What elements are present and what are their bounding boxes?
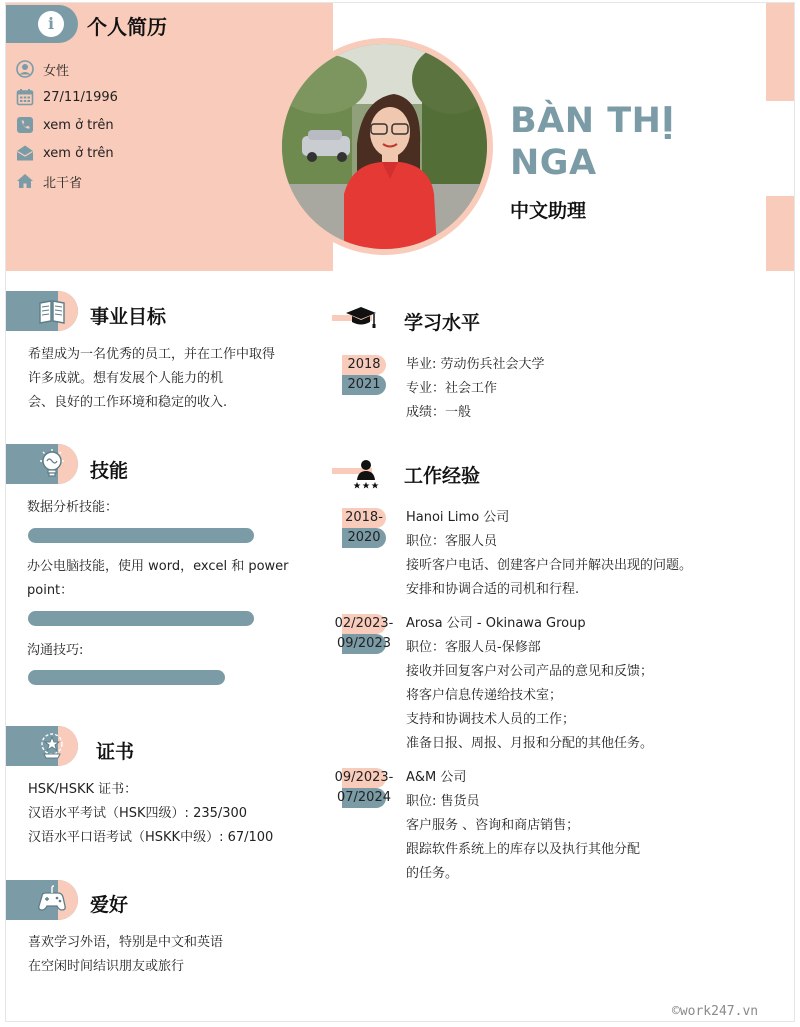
- calendar-icon: [16, 88, 34, 106]
- info-icon: i: [38, 11, 64, 37]
- education-details: 毕业: 劳动伤兵社会大学 专业：社会工作 成绩：一般: [406, 357, 545, 420]
- job-2-details: Arosa 公司 - Okinawa Group 职位：客服人员-保修部 接收并回复客户对公司产品的意见和反馈； 将客户信息传递给技术室； 支持和协调技术人员的工作； 准备日报、周报、月报和分配的其他任务。: [406, 616, 654, 751]
- skill-1-bar: [28, 528, 254, 543]
- job-1-date: 2018- 2020: [336, 508, 396, 548]
- candidate-name: [510, 100, 690, 184]
- certificates-pill: [6, 726, 78, 766]
- watermark: ©work247.vn: [672, 1004, 759, 1019]
- skill-3-bar: [28, 670, 225, 685]
- phone-row: [16, 113, 114, 137]
- skill-2-label: 办公电脑技能，使用 word，excel 和 power point：: [27, 559, 289, 598]
- worker-icon: [349, 456, 383, 490]
- person-icon: [16, 60, 34, 78]
- skill-1-label: 数据分析技能：: [27, 500, 119, 515]
- certificates-title: 证书: [96, 741, 135, 763]
- envelope-icon: [16, 144, 34, 162]
- job-2-date: 02/2023- 09/2023: [336, 614, 396, 654]
- skill-3-label: 沟通技巧:: [27, 643, 84, 658]
- career-goal-title: 事业目标: [90, 306, 167, 328]
- book-icon: [36, 295, 68, 327]
- career-goal-pill: [6, 291, 78, 331]
- profile-header-pill: [6, 5, 78, 43]
- accent-bar-top: [766, 3, 795, 101]
- hobbies-pill: [6, 880, 78, 920]
- profile-title: 个人简历: [87, 15, 167, 39]
- address-row: [16, 169, 82, 193]
- skill-2-bar: [28, 611, 254, 626]
- job-3-details: A&M 公司 职位: 售货员 客户服务 、咨询和商店销售； 跟踪软件系统上的库存以及执行其他分配 的任务。: [406, 770, 641, 881]
- gender-row: [16, 57, 69, 81]
- badge-star-icon: [36, 730, 68, 762]
- graduation-cap-icon: [344, 301, 378, 335]
- lightbulb-icon: [36, 448, 68, 480]
- hobbies-text: 喜欢学习外语，特别是中文和英语 在空闲时间结识朋友或旅行: [28, 935, 224, 974]
- skills-pill: [6, 444, 78, 484]
- home-icon: [16, 172, 34, 190]
- email-row: [16, 141, 114, 165]
- accent-bar-bottom: [766, 196, 795, 271]
- job-1-details: Hanoi Limo 公司 职位：客服人员 接听客户电话、创建客户合同并解决出现的问题。 安排和协调合适的司机和行程.: [406, 510, 693, 597]
- education-date: 2018 2021: [336, 355, 396, 395]
- job-3-date: 09/2023- 07/2024: [336, 768, 396, 808]
- career-goal-text: 希望成为一名优秀的员工，并在工作中取得 许多成就。想有发展个人能力的机 会、良好的工作环境和稳定的收入.: [28, 347, 276, 410]
- experience-title: 工作经验: [404, 465, 481, 487]
- education-title: 学习水平: [404, 312, 481, 334]
- skills-title: 技能: [90, 460, 129, 482]
- profile-photo: [282, 44, 487, 249]
- gender-text: 女性: [43, 63, 70, 79]
- resume-page: [5, 2, 795, 1022]
- email-text: xem ở trên: [43, 145, 114, 161]
- phone-icon: [16, 116, 34, 134]
- gamepad-icon: [36, 884, 68, 916]
- hobbies-title: 爱好: [90, 894, 129, 916]
- birthdate-row: [16, 85, 118, 109]
- address-text: 北干省: [43, 175, 83, 191]
- certificates-text: HSK/HSKK 证书： 汉语水平考试（HSK四级）: 235/300 汉语水平口语考试（HSKK中级）: 67/100: [28, 782, 274, 845]
- birthdate-text: 27/11/1996: [43, 89, 118, 105]
- name-line-1: BÀN THỊ: [510, 101, 675, 141]
- name-line-2: NGA: [510, 143, 597, 183]
- phone-text: xem ở trên: [43, 117, 114, 133]
- job-title: 中文助理: [510, 200, 587, 222]
